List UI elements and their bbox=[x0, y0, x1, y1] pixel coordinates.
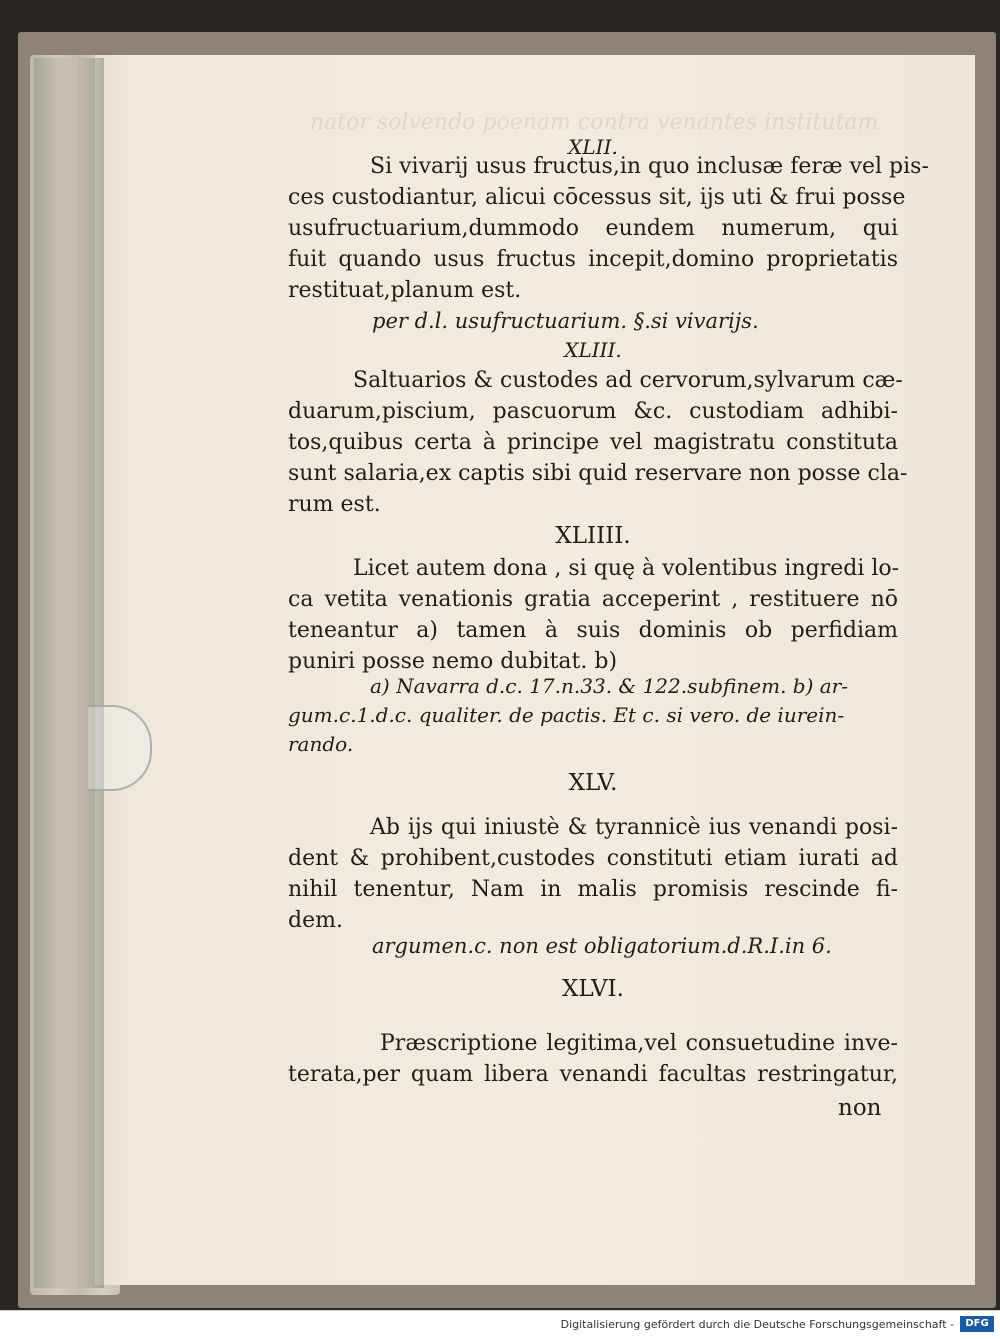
text-line: sunt salaria,ex captis sibi quid reservare non posse cla- bbox=[288, 461, 908, 486]
citation: per d.l. usufructuarium. §.si vivariјs. bbox=[372, 309, 759, 333]
text-line: dem. bbox=[288, 908, 343, 933]
text-line: teneantur a) tamen à suis dominis ob perfidiam bbox=[288, 618, 898, 643]
text-line: fuit quando usus fructus incepit,domino proprietatis bbox=[288, 247, 898, 272]
text-line: ces custodiantur, alicui cōcessus sit, ijs uti & frui posse bbox=[288, 185, 906, 210]
text-line: restituat,planum est. bbox=[288, 278, 522, 303]
text-line: Si vivarij usus fructus,in quo inclusæ feræ vel pis- bbox=[370, 154, 929, 179]
catchword: non bbox=[838, 1095, 882, 1121]
text-line: ca vetita venationis gratia acceperint , restituere nō bbox=[288, 587, 898, 612]
footer-credit: Digitalisierung gefördert durch die Deutsche Forschungsgemeinschaft - bbox=[560, 1318, 954, 1331]
footnote-line: a) Navarra d.c. 17.n.33. & 122.subfinem. b) ar- bbox=[370, 674, 848, 698]
section-heading: XLII. bbox=[568, 135, 618, 159]
section-heading: XLIIII. bbox=[555, 523, 631, 549]
text-line: duarum,piscium, pascuorum &c. custodiam adhibi- bbox=[288, 399, 898, 424]
footer-bar bbox=[0, 1310, 1000, 1339]
bleed-through-text: nator solvendo poenam contra venantes institutam bbox=[310, 110, 879, 135]
text-line: rum est. bbox=[288, 492, 381, 517]
section-heading: XLV. bbox=[568, 770, 618, 796]
book-spine-shadow bbox=[34, 58, 104, 1288]
text-line: tos,quibus certa à principe vel magistratu constituta bbox=[288, 430, 898, 455]
text-line: dent & prohibent,custodes constituti etiam iurati ad bbox=[288, 846, 898, 871]
footnote-line: gum.c.1.d.c. qualiter. de pactis. Et c. si vero. de iurein- bbox=[288, 703, 845, 727]
text-line: Licet autem dona , si quę à volentibus ingredi lo- bbox=[353, 556, 900, 581]
text-line: Præscriptione legitima,vel consuetudine inve- bbox=[380, 1031, 898, 1056]
section-heading: XLIII. bbox=[564, 338, 622, 362]
section-heading: XLVI. bbox=[562, 976, 624, 1002]
dfg-logo: DFG bbox=[960, 1316, 994, 1332]
text-line: nihil tenentur, Nam in malis promisis rescinde fi- bbox=[288, 877, 898, 902]
text-line: terata,per quam libera venandi facultas restringatur, bbox=[288, 1062, 898, 1087]
citation: argumen.c. non est obligatorium.d.R.I.in 6. bbox=[372, 934, 832, 958]
text-line: usufructuarium,dummodo eundem numerum, qui bbox=[288, 216, 898, 241]
text-line: Saltuarios & custodes ad cervorum,sylvarum cæ- bbox=[353, 368, 903, 393]
text-line: puniri posse nemo dubitat. b) bbox=[288, 649, 618, 674]
footnote-line: rando. bbox=[288, 732, 354, 756]
text-line: Ab ijs qui iniustè & tyrannicè ius venandi posi- bbox=[370, 815, 898, 840]
